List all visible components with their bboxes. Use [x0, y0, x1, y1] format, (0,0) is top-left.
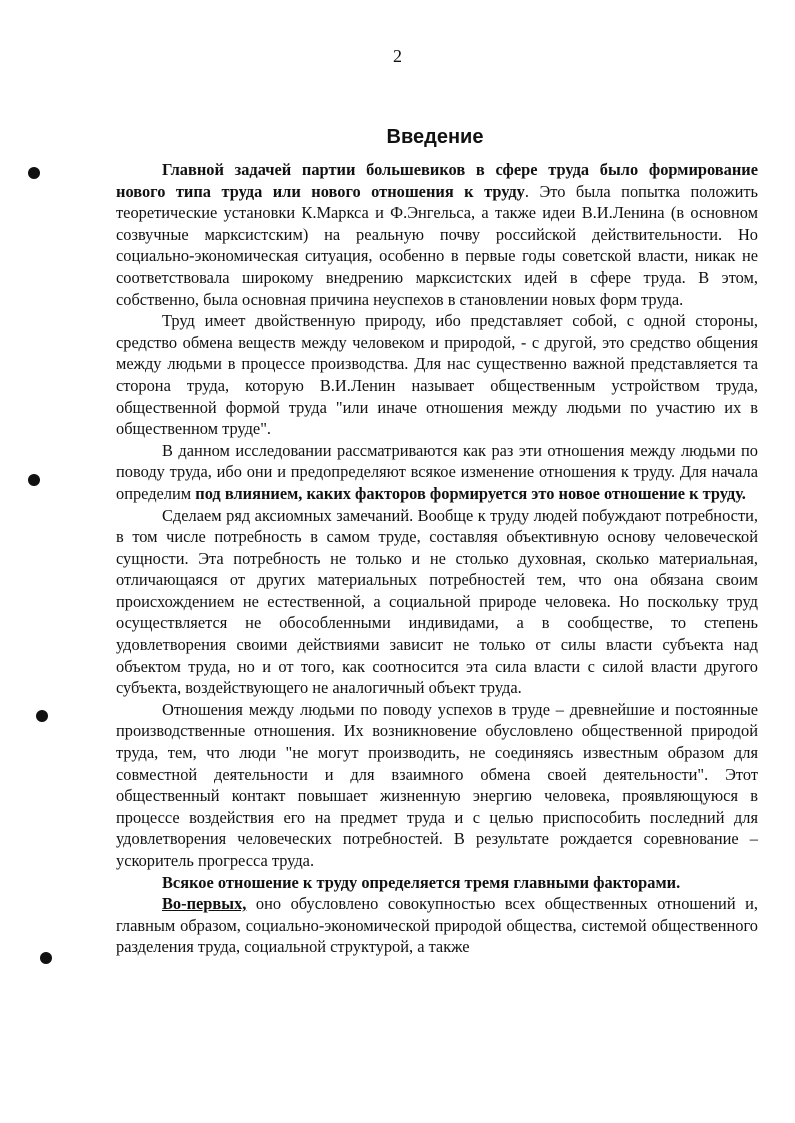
document-body — [116, 159, 758, 958]
paragraph-3-bold: под влиянием, каких факторов формируется это новое отношение к труду. — [195, 483, 746, 503]
paragraph-3-text: В данном исследовании рассматриваются как раз эти отношения между людьми по поводу труда, ибо они и предопределяют всякое изменение отношения к труду. Для начала определим — [116, 440, 758, 503]
paragraph-7 — [116, 893, 758, 958]
paragraph-3 — [116, 440, 758, 505]
paragraph-5 — [116, 699, 758, 872]
paragraph-2 — [116, 310, 758, 440]
page-title: Введение — [386, 126, 484, 148]
paragraph-6-bold: Всякое отношение к труду определяется тремя главными факторами. — [162, 872, 681, 892]
margin-bullet-2 — [28, 474, 40, 486]
margin-bullet-4 — [40, 952, 52, 964]
paragraph-2-text: Труд имеет двойственную природу, ибо представляет собой, с одной стороны, средство обмена веществ между человеком и природой, - с другой, это средство общения между людьми в процессе производства. Для нас существенно важной представляется та сторона труда, которую В.И.Ленин называет общественным устройством труда, общественной формой труда "или иначе отношения между людьми по участию их в общественном труде". — [116, 311, 758, 439]
page-number: 2 — [393, 46, 402, 66]
paragraph-6 — [116, 872, 758, 894]
paragraph-5-text: Отношения между людьми по поводу успехов в труде – древнейшие и постоянные производственные отношения. Их возникновение обусловлено общественной природой труда, тем, что люди "не могут производить, не соединяясь известным образом для совместной деятельности и для взаимного обмена своей деятельности". Этот общественный контакт повышает жизненную энергию человека, проявляющуюся в процессе воздействия его на предмет труда и с целью приспособить последний для удовлетворения человеческих потребностей. В результате рождается соревнование – ускоритель прогресса труда. — [116, 699, 758, 870]
paragraph-4 — [116, 505, 758, 699]
paragraph-7-text: оно обусловлено совокупностью всех общественных отношений и, главным образом, социально-экономической природой общества, системой общественного разделения труда, социальной структурой, а также — [116, 894, 758, 957]
paragraph-7-bold: Во-первых, — [162, 894, 247, 914]
paragraph-1 — [116, 159, 758, 310]
paragraph-1-bold: Главной задачей партии большевиков в сфере труда было формирование нового типа труда или нового отношения к труду — [116, 160, 758, 201]
margin-bullet-3 — [36, 710, 48, 722]
paragraph-4-text: Сделаем ряд аксиомных замечаний. Вообще к труду людей побуждают потребности, в том числе потребность в самом труде, составляя объективную основу человеческой сущности. Эта потребность не только и не столько духовная, сколько материальная, отличающаяся от других материальных потребностей тем, что она обязана своим происхождением не естественной, а социальной природе человека. Но поскольку труд осуществляется не обособленными индивидами, а в сообществе, то степень удовлетворения своими действиями зависит не только от силы власти субъекта над объектом труда, но и от того, как соотносится эта сила власти с силой власти другого субъекта, воздействующего не аналогичный объект труда. — [116, 505, 758, 698]
paragraph-1-text: . Это была попытка положить теоретические установки К.Маркса и Ф.Энгельса, а также идеи В.И.Ленина (в основном созвучные марксистским) на реальную почву российской действительности. Но социально-экономическая ситуация, особенно в первые годы советской власти, никак не соответствовала широкому внедрению марксистских идей в сфере труда. В этом, собственно, была основная причина неуспехов в становлении новых форм труда. — [116, 181, 758, 309]
margin-bullet-1 — [28, 167, 40, 179]
